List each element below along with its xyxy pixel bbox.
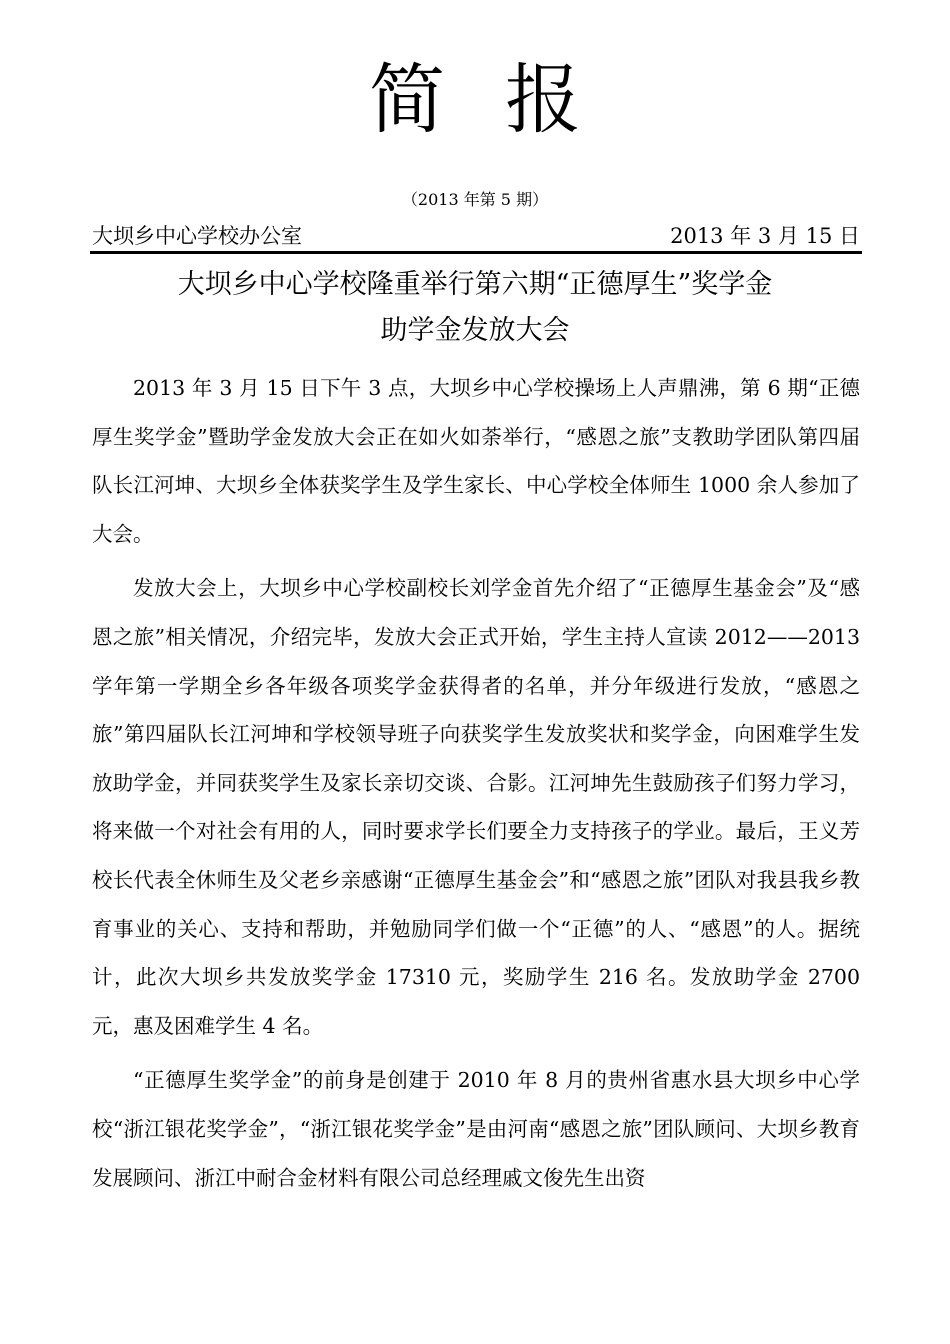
issuing-organization: 大坝乡中心学校办公室 bbox=[92, 224, 302, 248]
headline-line-1: 大坝乡中心学校隆重举行第六期“正德厚生”奖学金 bbox=[177, 269, 773, 300]
masthead-title bbox=[0, 55, 950, 145]
article-body bbox=[92, 364, 860, 1208]
masthead-char-1: 简 bbox=[369, 55, 445, 144]
header-divider bbox=[90, 251, 862, 254]
masthead-char-2: 报 bbox=[505, 55, 581, 144]
article-headline bbox=[80, 262, 870, 354]
meta-row bbox=[92, 223, 860, 251]
headline-line-2: 助学金发放大会 bbox=[380, 315, 570, 346]
issue-date: 2013 年 3 月 15 日 bbox=[670, 224, 860, 248]
body-paragraph-3: “正德厚生奖学金”的前身是创建于 2010 年 8 月的贵州省惠水县大坝乡中心学校“浙江银花奖学金”，“浙江银花奖学金”是由河南“感恩之旅”团队顾问、大坝乡教育发展顾问、浙江中耐合金材料有限公司总经理戚文俊先生出资 bbox=[92, 1068, 860, 1190]
body-paragraph-2: 发放大会上，大坝乡中心学校副校长刘学金首先介绍了“正德厚生基金会”及“感恩之旅”相关情况，介绍完毕，发放大会正式开始，学生主持人宣读 2012——2013 学年第一学期全乡各年级各项奖学金获得者的名单，并分年级进行发放，“感恩之旅”第四届队长江河坤和学校领导班子向获奖学生发放奖状和奖学金，向困难学生发放助学金，并同获奖学生及家长亲切交谈、合影。江河坤先生鼓励孩子们努力学习，将来做一个对社会有用的人，同时要求学长们要全力支持孩子的学业。最后，王义芳校长代表全休师生及父老乡亲感谢“正德厚生基金会”和“感恩之旅”团队对我县我乡教育事业的关心、支持和帮助，并勉励同学们做一个“正德”的人、“感恩”的人。据统计，此次大坝乡共发放奖学金 17310 元，奖励学生 216 名。发放助学金 2700 元，惠及困难学生 4 名。 bbox=[92, 576, 860, 1038]
issue-number: （2013 年第 5 期） bbox=[401, 190, 549, 209]
body-paragraph-1: 2013 年 3 月 15 日下午 3 点，大坝乡中心学校操场上人声鼎沸，第 6 期“正德厚生奖学金”暨助学金发放大会正在如火如荼举行，“感恩之旅”支教助学团队第四届队长江河坤、大坝乡全体获奖学生及学生家长、中心学校全体师生 1000 余人参加了大会。 bbox=[92, 376, 860, 546]
